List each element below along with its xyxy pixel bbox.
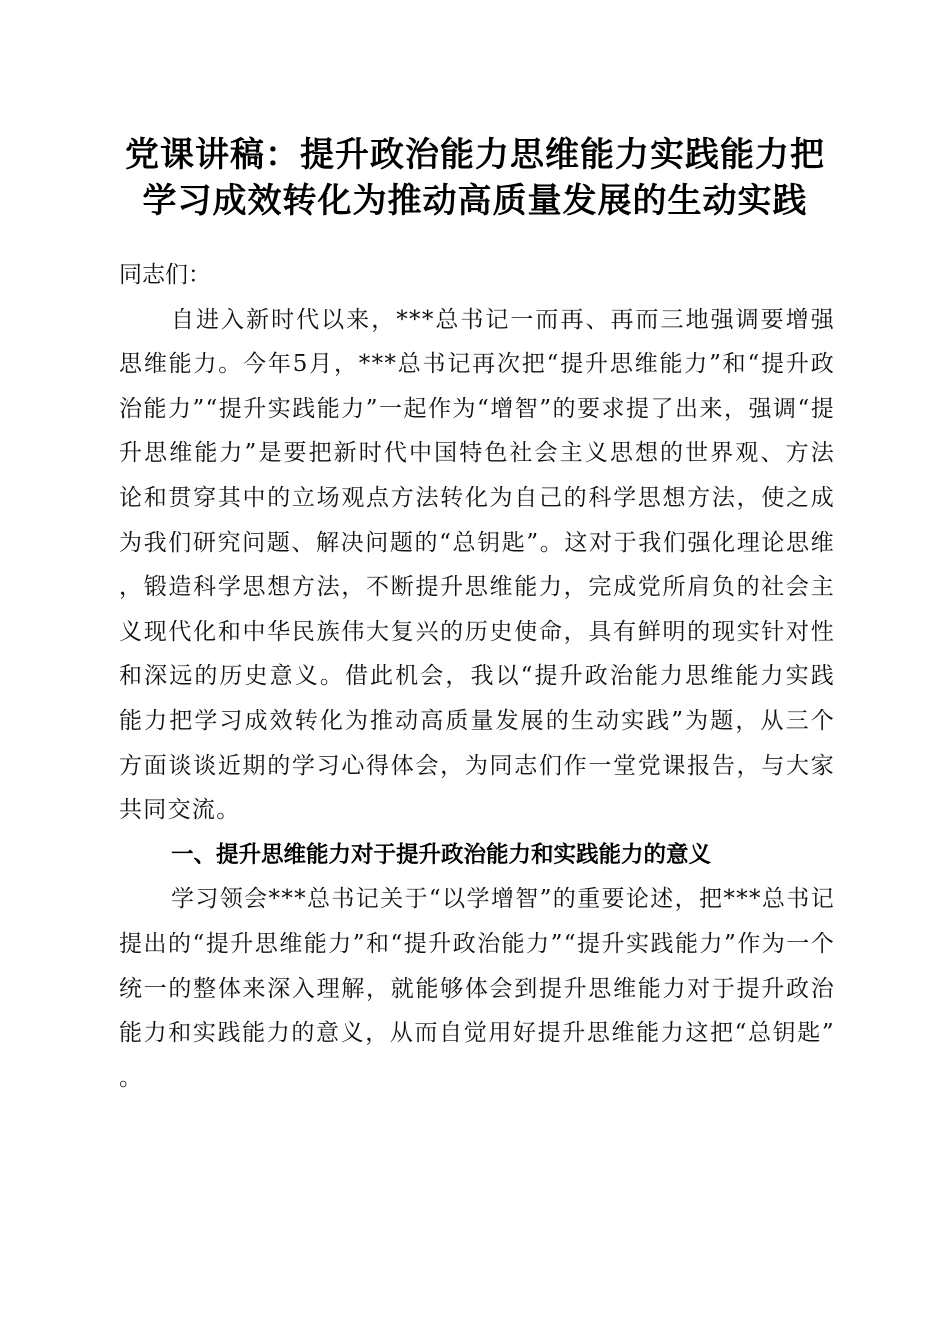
title-line-2: 学习成效转化为推动高质量发展的生动实践	[142, 181, 808, 221]
document-title	[110, 132, 840, 224]
paragraph-intro: 自进入新时代以来，***总书记一而再、再而三地强调要增强思维能力。今年5月，***总书记再次把“提升思维能力”和“提升政治能力”“提升实践能力”一起作为“增智”的要求提了出来，强调“提升思维能力”是要把新时代中国特色社会主义思想的世界观、方法论和贯穿其中的立场观点方法转化为自己的科学思想方法，使之成为我们研究问题、解决问题的“总钥匙”。这对于我们强化理论思维，锻造科学思想方法，不断提升思维能力，完成党所肩负的社会主义现代化和中华民族伟大复兴的历史使命，具有鲜明的现实针对性和深远的历史意义。借此机会，我以“提升政治能力思维能力实践能力把学习成效转化为推动高质量发展的生动实践”为题，从三个方面谈谈近期的学习心得体会，为同志们作一堂党课报告，与大家共同交流。	[119, 306, 835, 824]
document-body	[119, 253, 835, 1100]
title-line-1: 党课讲稿：提升政治能力思维能力实践能力把	[125, 135, 825, 175]
salutation: 同志们：	[119, 262, 211, 288]
section-heading-1: 一、提升思维能力对于提升政治能力和实践能力的意义	[171, 841, 712, 868]
paragraph-section-1: 学习领会***总书记关于“以学增智”的重要论述，把***总书记提出的“提升思维能力”和“提升政治能力”“提升实践能力”作为一个统一的整体来深入理解，就能够体会到提升思维能力对于提升政治能力和实践能力的意义，从而自觉用好提升思维能力这把“总钥匙”。	[119, 886, 835, 1091]
